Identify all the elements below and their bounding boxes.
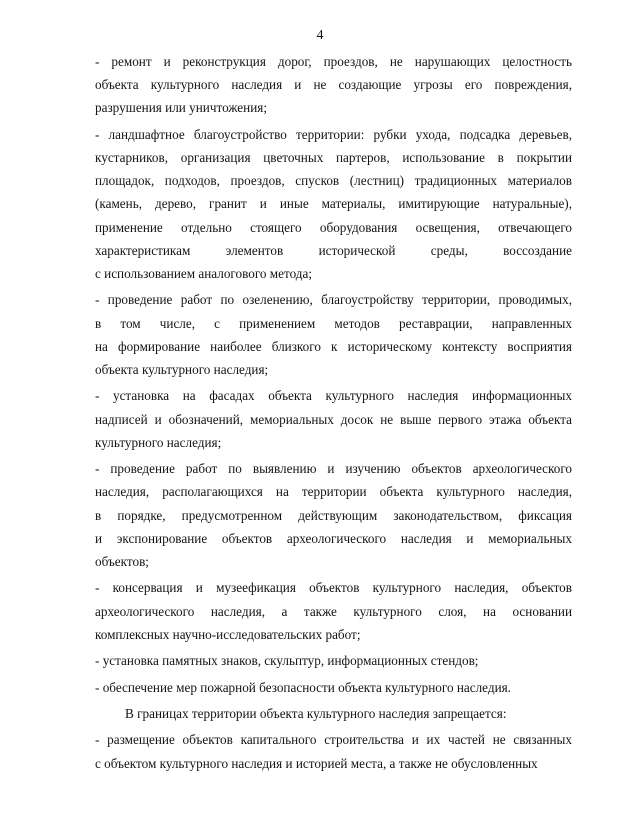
paragraph-p8: [95, 676, 572, 699]
text-line: - обеспечение мер пожарной безопасности объекта культурного наследия.: [95, 679, 511, 695]
text-line: - ландшафтное благоустройство территории: рубки ухода, подсадка деревьев,: [95, 126, 572, 142]
paragraph-p2: [95, 123, 572, 285]
paragraph-p1: [95, 50, 572, 120]
paragraph-p9: [95, 702, 572, 725]
text-line: культурного наследия;: [95, 434, 222, 450]
text-line: (камень, дерево, гранит и иные материалы, имитирующие натуральные),: [95, 196, 572, 212]
text-line: надписей и обозначений, мемориальных досок не выше первого этажа объекта: [95, 411, 572, 427]
text-line: объекта культурного наследия;: [95, 362, 269, 378]
paragraph-p5: [95, 457, 572, 573]
text-line: - консервация и музеефикация объектов культурного наследия, объектов: [95, 580, 572, 596]
text-line: в порядке, предусмотренном действующим законодательством, фиксация: [95, 507, 572, 523]
text-line: - установка на фасадах объекта культурного наследия информационных: [95, 388, 572, 404]
text-line: комплексных научно-исследовательских работ;: [95, 626, 361, 642]
paragraph-p3: [95, 288, 572, 381]
page-number: 4: [316, 28, 324, 43]
text-line: с использованием аналогового метода;: [95, 266, 313, 282]
text-line: - проведение работ по озеленению, благоустройству территории, проводимых,: [95, 292, 572, 308]
text-line: археологического наследия, а также культурного слоя, на основании: [95, 603, 572, 619]
text-line: кустарников, организация цветочных партеров, использование в покрытии: [95, 150, 572, 165]
text-line: объектов;: [95, 554, 149, 570]
text-line: - размещение объектов капитального строительства и их частей не связанных: [95, 732, 572, 748]
text-line: разрушения или уничтожения;: [95, 100, 267, 116]
text-line: в том числе, с применением методов реставрации, направленных: [95, 315, 572, 331]
text-line: с объектом культурного наследия и историей места, а также не обусловленных: [95, 755, 538, 771]
text-line: - проведение работ по выявлению и изучению объектов археологического: [95, 461, 572, 477]
text-line: В границах территории объекта культурного наследия запрещается:: [125, 705, 507, 721]
text-line: и экспонирование объектов археологического наследия и мемориальных: [95, 530, 572, 546]
text-line: применение отдельно стоящего оборудования освещения, отвечающего: [95, 219, 572, 235]
text-line: - установка памятных знаков, скульптур, информационных стендов;: [95, 653, 479, 669]
paragraph-p10: [95, 728, 572, 774]
text-line: наследия, располагающихся на территории объекта культурного наследия,: [95, 484, 572, 500]
paragraph-p4: [95, 384, 572, 454]
text-line: площадок, подходов, проездов, спусков (лестниц) традиционных материалов: [95, 173, 572, 189]
paragraph-p6: [95, 576, 572, 646]
text-line: объекта культурного наследия и не создающие угрозы его повреждения,: [95, 77, 572, 93]
paragraph-p7: [95, 649, 572, 672]
text-line: характеристикам элементов исторической среды, воссоздание: [95, 242, 572, 258]
text-line: - ремонт и реконструкция дорог, проездов, не нарушающих целостность: [95, 54, 572, 69]
document-body: [95, 50, 572, 778]
text-line: на формирование наиболее близкого к историческому контексту восприятия: [95, 338, 572, 354]
